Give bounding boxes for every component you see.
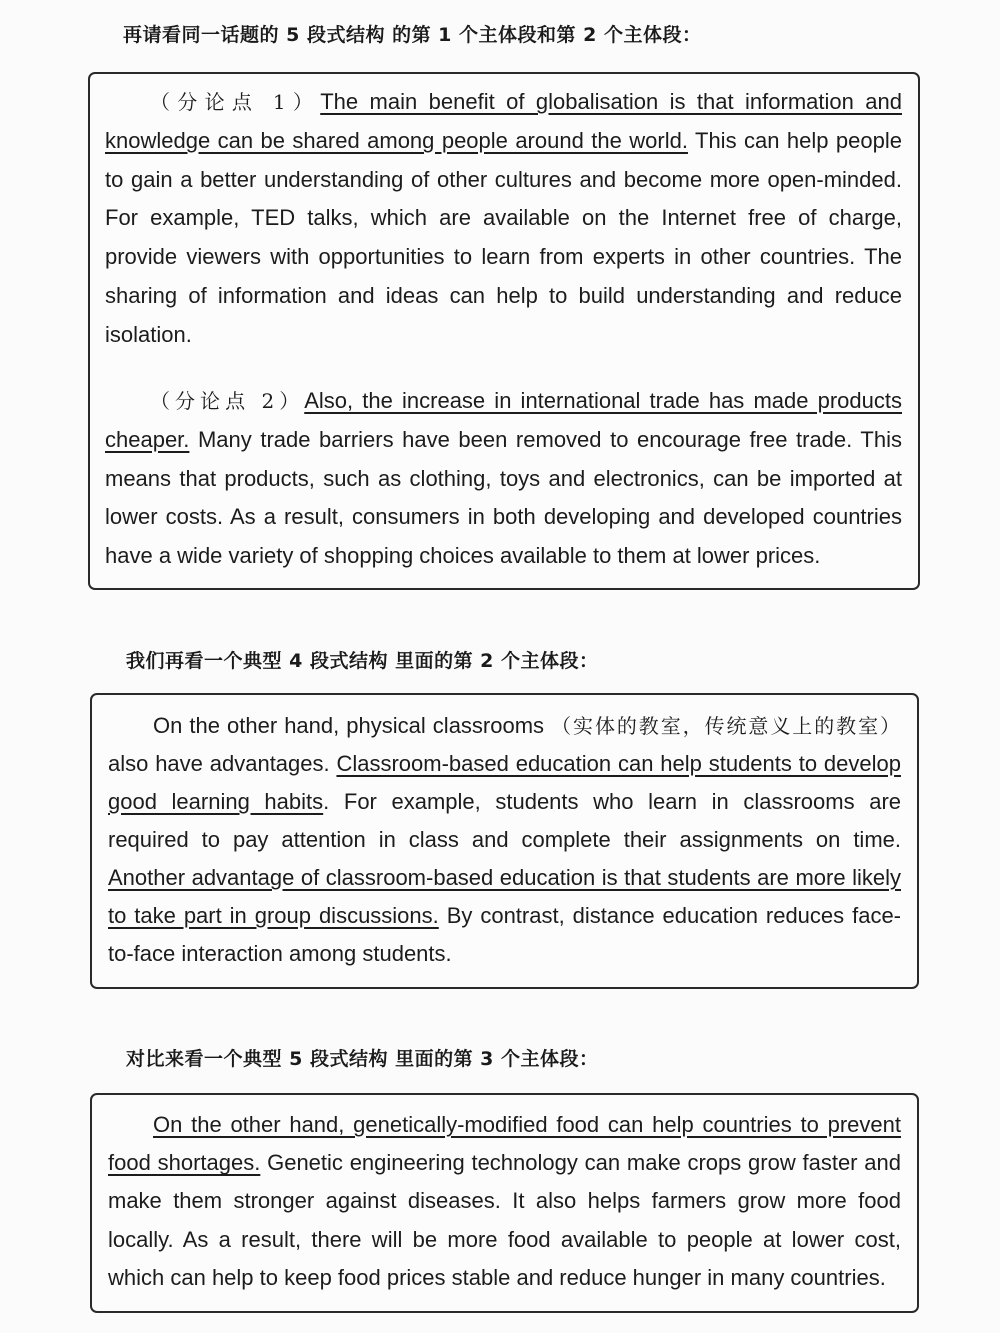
chinese-annotation: （实体的教室，传统意义上的教室） xyxy=(551,714,901,738)
underlined-sentence-2: Another advantage of classroom-based education is that students are more likely to take part in group discussions. xyxy=(108,865,901,928)
supporting-text-1: This can help people to gain a better understanding of other cultures and become more open-minded. For example, TED talks, which are available on the Internet free of charge, provide viewers with opportunities to learn from experts in other countries. The sharing of information and ideas can help to build understanding and reduce isolation. xyxy=(105,127,902,347)
section2-heading: 我们再看一个典型 4 段式结构 里面的第 2 个主体段： xyxy=(126,650,599,672)
underlined-sentence-1: Classroom-based education can help students to develop good learning habits xyxy=(108,751,901,814)
topic-sentence-2: Also, the increase in international trade has made products cheaper. xyxy=(105,388,902,452)
sub-point-2-tag: （分论点 2） xyxy=(150,389,305,413)
section2-after-note: also have advantages. xyxy=(108,751,337,776)
section2-intro: On the other hand, physical classrooms xyxy=(153,713,552,738)
section2-middle: . For example, students who learn in classrooms are required to pay attention in class and complete their assignments on time. xyxy=(108,789,902,852)
topic-sentence-1: The main benefit of globalisation is that information and knowledge can be shared among people around the world. xyxy=(105,89,902,153)
section2-paragraph xyxy=(108,707,901,973)
section3-heading: 对比来看一个典型 5 段式结构 里面的第 3 个主体段： xyxy=(126,1048,599,1070)
supporting-text-3: Genetic engineering technology can make crops grow faster and make them stronger against diseases. It also helps farmers grow more food locally. As a result, there will be more food available to people at lower cost, which can help to keep food prices stable and reduce hunger in many countries. xyxy=(108,1150,901,1290)
section1-paragraph-2 xyxy=(105,382,902,576)
topic-sentence-3: On the other hand, genetically-modified food can help countries to prevent food shortages. xyxy=(108,1112,901,1176)
section3-paragraph xyxy=(108,1106,901,1297)
section1-paragraph-1 xyxy=(105,83,902,355)
supporting-text-2: Many trade barriers have been removed to encourage free trade. This means that products, such as clothing, toys and electronics, can be imported at lower costs. As a result, consumers in both developing and developed countries have a wide variety of shopping choices available to them at lower prices. xyxy=(105,426,902,569)
section1-heading: 再请看同一话题的 5 段式结构 的第 1 个主体段和第 2 个主体段： xyxy=(123,24,702,46)
section2-rest: By contrast, distance education reduces face-to-face interaction among students. xyxy=(108,903,902,966)
sub-point-1-tag: （分论点 1） xyxy=(150,90,321,114)
